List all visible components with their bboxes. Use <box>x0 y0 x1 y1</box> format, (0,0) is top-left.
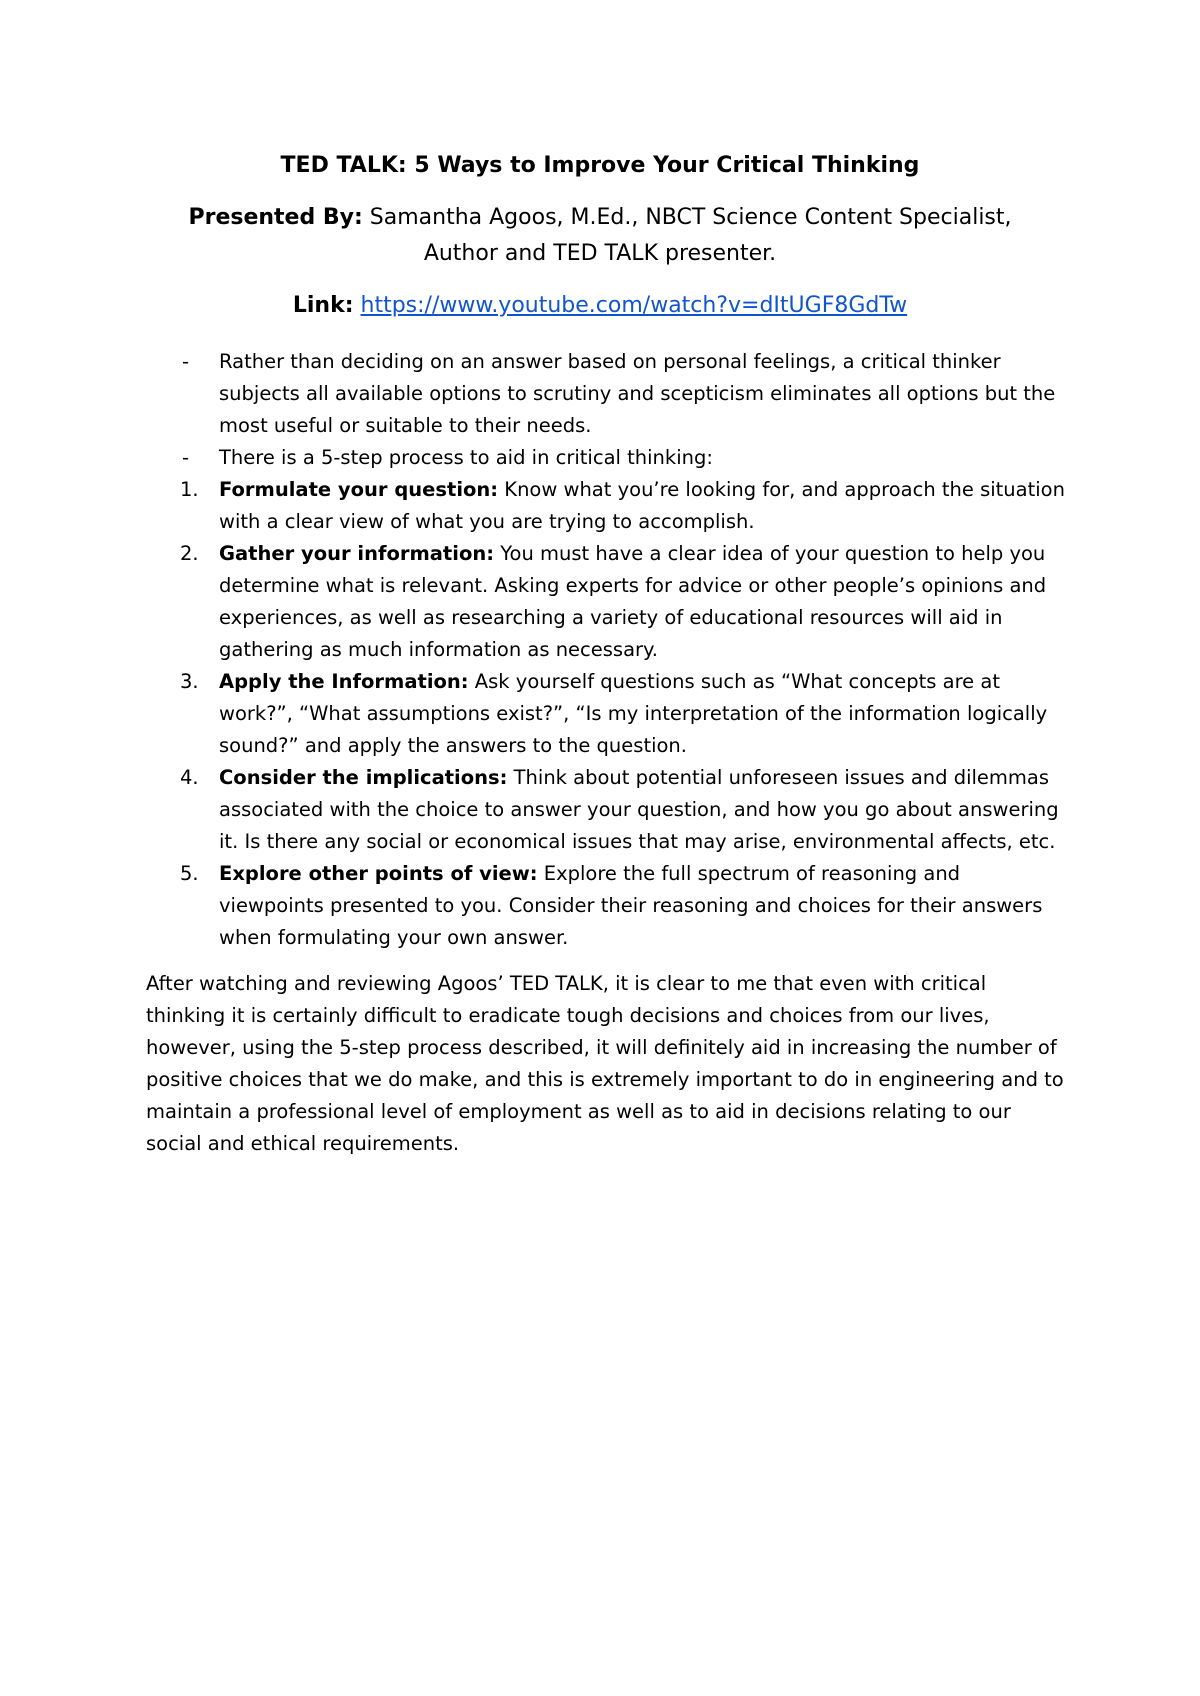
document-body <box>146 346 1066 1160</box>
presenter-info <box>0 200 1200 272</box>
bullet-marker: - <box>182 446 190 469</box>
step-number: 1. <box>180 478 199 501</box>
step-number: 3. <box>180 670 199 693</box>
step-text: Think about potential unforeseen issues and dilemmas associated with the choice to answer your question, and how you go about answering it. Is there any social or economical issues that may arise, environmental affects, etc. <box>219 766 1059 853</box>
link-label: Link: <box>292 293 354 318</box>
document-header <box>0 150 1200 322</box>
list-item <box>146 442 1066 474</box>
step-number: 5. <box>180 862 199 885</box>
step-term: Consider the implications: <box>219 766 508 789</box>
step-text: You must have a clear idea of your question to help you determine what is relevant. Asking experts for advice or other people’s opinions and experiences, as well as researching a variety of educational resources will aid in gathering as much information as necessary. <box>219 542 1047 661</box>
step-term: Gather your information: <box>219 542 495 565</box>
conclusion-paragraph: After watching and reviewing Agoos’ TED TALK, it is clear to me that even with critical thinking it is certainly difficult to eradicate tough decisions and choices from our lives, however, using the 5-step process described, it will definitely aid in increasing the number of positive choices that we do make, and this is extremely important to do in engineering and to maintain a professional level of employment as well as to aid in decisions relating to our social and ethical requirements. <box>146 972 1064 1155</box>
list-item <box>146 538 1066 666</box>
steps-list <box>146 474 1066 954</box>
step-text: Know what you’re looking for, and approach the situation with a clear view of what you are trying to accomplish. <box>219 478 1065 533</box>
presenter-line-2: Author and TED TALK presenter. <box>423 241 777 266</box>
step-number: 2. <box>180 542 199 565</box>
step-term: Formulate your question: <box>219 478 499 501</box>
step-number: 4. <box>180 766 199 789</box>
step-term: Explore other points of view: <box>219 862 538 885</box>
step-text: Ask yourself questions such as “What concepts are at work?”, “What assumptions exist?”, “Is my interpretation of the information logically sound?” and apply the answers to the question. <box>219 670 1048 757</box>
list-item <box>146 858 1066 954</box>
bullet-list <box>146 346 1066 474</box>
bullet-text: Rather than deciding on an answer based on personal feelings, a critical thinker subjects all available options to scrutiny and scepticism eliminates all options but the most useful or suitable to their needs. <box>219 350 1056 437</box>
document-title: TED TALK: 5 Ways to Improve Your Critical Thinking <box>280 153 920 178</box>
link-line <box>0 290 1200 322</box>
bullet-marker: - <box>182 350 190 373</box>
step-text: Explore the full spectrum of reasoning and viewpoints presented to you. Consider their reasoning and choices for their answers when formulating your own answer. <box>219 862 1043 949</box>
presented-by-label: Presented By: <box>188 205 363 230</box>
list-item <box>146 346 1066 442</box>
list-item <box>146 474 1066 538</box>
presenter-text: Samantha Agoos, M.Ed., NBCT Science Content Specialist, <box>362 205 1012 230</box>
step-term: Apply the Information: <box>219 670 469 693</box>
list-item <box>146 762 1066 858</box>
presenter-line-1 <box>0 200 1200 236</box>
bullet-text: There is a 5-step process to aid in critical thinking: <box>219 446 713 469</box>
video-link[interactable]: https://www.youtube.com/watch?v=dItUGF8GdTw <box>360 293 908 318</box>
list-item <box>146 666 1066 762</box>
